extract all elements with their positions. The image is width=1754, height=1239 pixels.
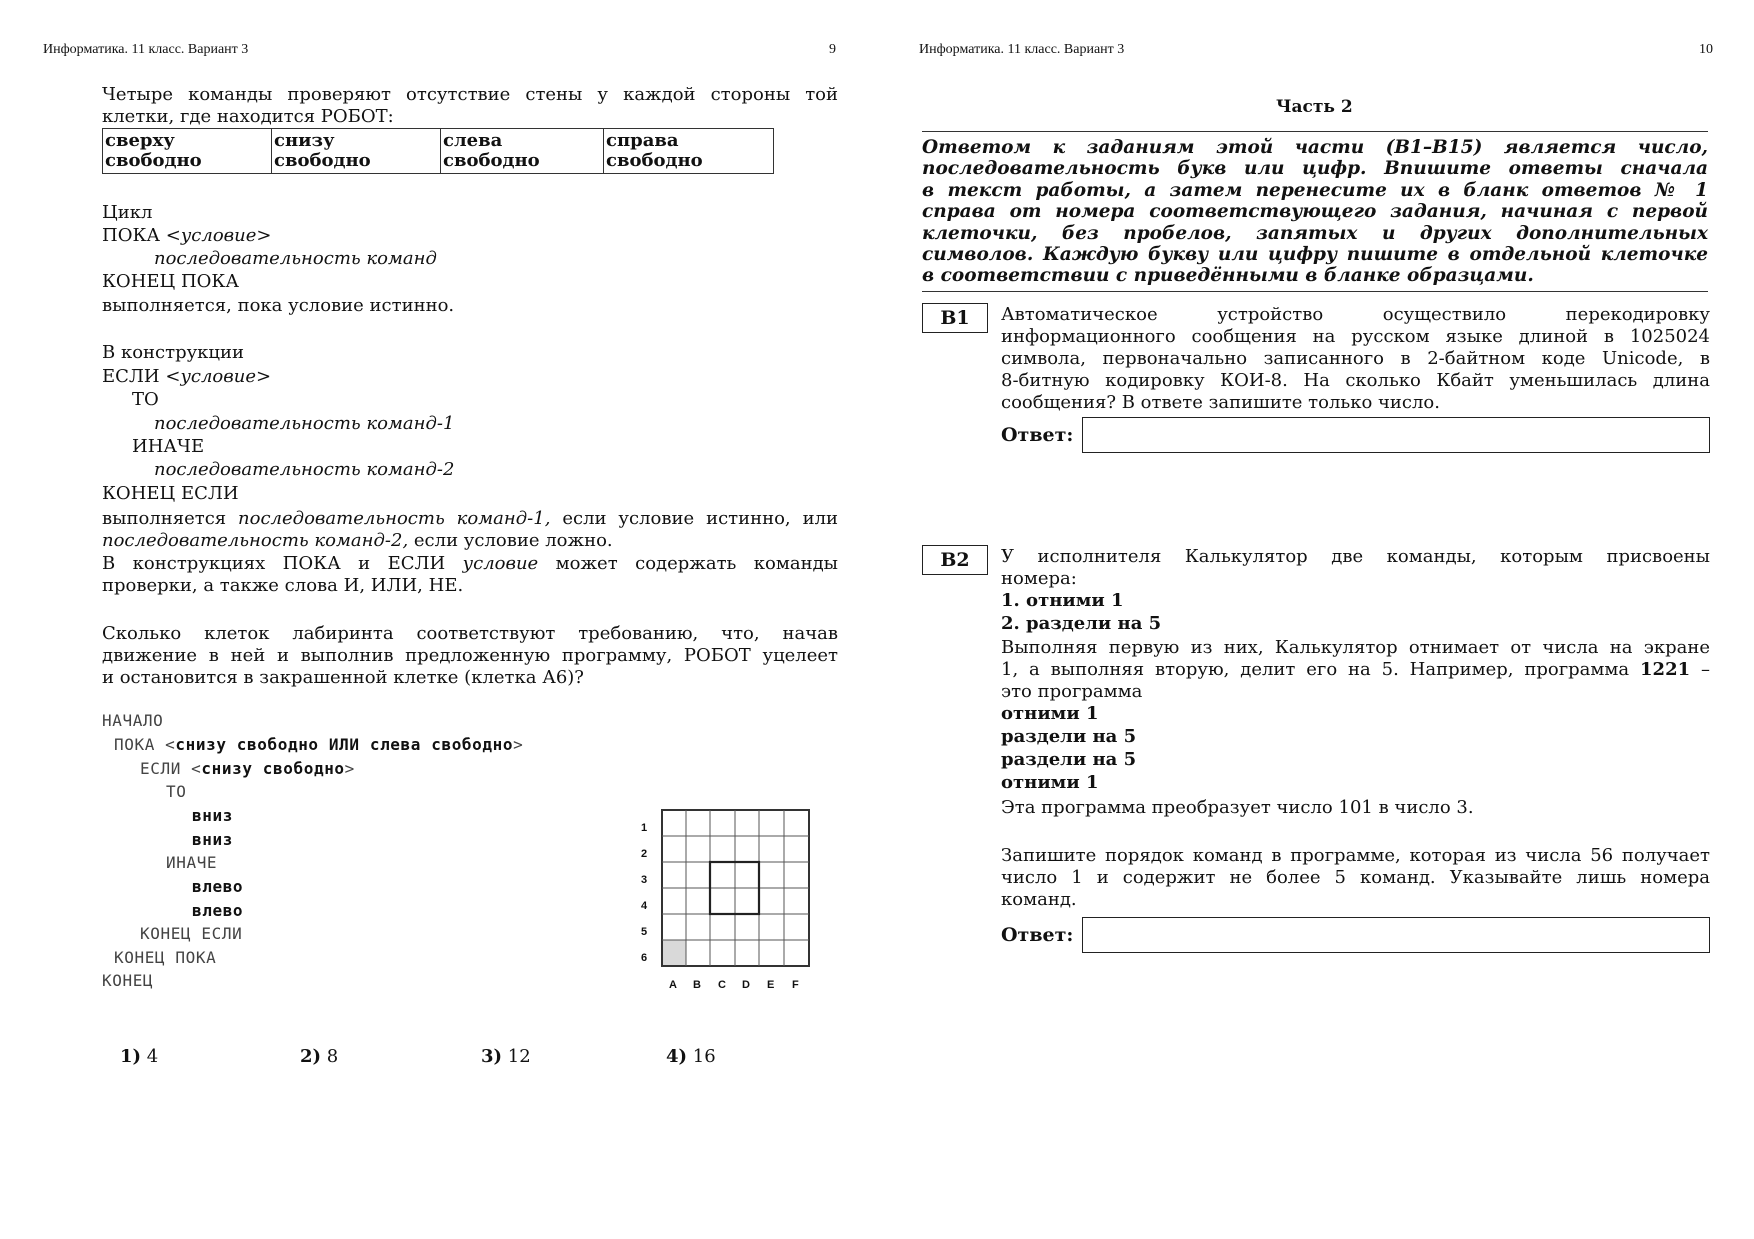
right-page-number: 10 — [1699, 42, 1713, 57]
instructions-top-rule — [922, 131, 1708, 132]
task-b2-desc-2: 1, а выполняя вторую, делит его на 5. Например, программа 1221 – — [1001, 659, 1710, 680]
loop-end: КОНЕЦ ПОКА — [102, 271, 239, 292]
program-then: ТО — [166, 782, 187, 801]
loop-title: Цикл — [102, 202, 153, 223]
condition-note-line-1: В конструкциях ПОКА и ЕСЛИ условие может содержать команды — [102, 553, 839, 574]
left-page-header: Информатика. 11 класс. Вариант 3 — [43, 42, 249, 57]
task-b2-label: B2 — [922, 545, 988, 575]
program-left-1: влево — [192, 877, 244, 896]
check-cell-bottom: снизу свободно — [272, 129, 441, 174]
task-b2-answer-label: Ответ: — [1001, 924, 1074, 946]
intro-line-1: Четыре команды проверяют отсутствие стены у каждой стороны той — [102, 84, 838, 105]
program-down-1: вниз — [192, 806, 233, 825]
task-b1-text — [1001, 304, 1710, 414]
program-down-2: вниз — [192, 830, 233, 849]
task-b2-example-2: раздели на 5 — [1001, 726, 1137, 747]
program-left-2: влево — [192, 901, 244, 920]
task-b2-result: Эта программа преобразует число 101 в число 3. — [1001, 797, 1474, 818]
task-b1-line: информационного сообщения на русском языке длиной в 1025024 — [1001, 326, 1710, 347]
task-b2-task-2: число 1 и содержит не более 5 команд. Указывайте лишь номера — [1001, 867, 1710, 888]
program-end: КОНЕЦ — [102, 971, 154, 990]
task-b2-task-3: команд. — [1001, 889, 1077, 910]
question-line-3: и остановится в закрашенной клетке (клетка А6)? — [102, 667, 584, 688]
branch-body-1: последовательность команд-1 — [154, 413, 455, 434]
maze-col-label: F — [792, 979, 799, 991]
option-1: 1) 4 — [120, 1046, 159, 1067]
instructions-bottom-rule — [922, 291, 1708, 292]
condition-note-line-2: проверки, а также слова И, ИЛИ, НЕ. — [102, 575, 464, 596]
check-commands-table — [102, 128, 774, 174]
loop-body: последовательность команд — [154, 248, 437, 269]
task-b2-desc-1: Выполняя первую из них, Калькулятор отнимает от числа на экране — [1001, 637, 1710, 658]
task-b2-line-2: номера: — [1001, 568, 1077, 589]
instructions-line: Ответом к заданиям этой части (В1–В15) является число, — [922, 137, 1708, 158]
instructions-line: символов. Каждую букву или цифру пишите в отдельной клеточке — [922, 244, 1708, 266]
instructions-line: справа от номера соответствующего задания, начиная с первой — [922, 201, 1708, 223]
maze-col-label: D — [742, 979, 750, 991]
maze-col-label: C — [718, 979, 726, 991]
task-b2-example-1: отними 1 — [1001, 703, 1099, 724]
maze-row-label: 4 — [641, 900, 648, 912]
check-cell-right: справа свободно — [604, 129, 774, 174]
task-b1-line: Автоматическое устройство осуществило перекодировку — [1001, 304, 1710, 325]
task-b1-line: сообщения? В ответе запишите только число. — [1001, 392, 1440, 413]
option-4: 4) 16 — [666, 1046, 716, 1067]
instructions-line: в текст работы, а затем перенесите их в бланк ответов № 1 — [922, 179, 1708, 201]
part-title: Часть 2 — [1276, 97, 1353, 117]
task-b1-line: символа, первоначально записанного в 2-байтном коде Unicode, в — [1001, 348, 1710, 369]
branch-end: КОНЕЦ ЕСЛИ — [102, 483, 239, 504]
branch-body-2: последовательность команд-2 — [154, 459, 455, 480]
maze-col-label: B — [693, 979, 701, 991]
task-b2-line-1: У исполнителя Калькулятор две команды, которым присвоены — [1001, 546, 1710, 567]
instructions-line: в соответствии с приведёнными в бланке образцами. — [922, 265, 1534, 287]
program-if: ЕСЛИ <снизу свободно> — [140, 759, 355, 778]
instructions-line: клеточки, без пробелов, запятых и других дополнительных — [922, 222, 1708, 244]
option-3: 3) 12 — [481, 1046, 531, 1067]
maze-row-label: 5 — [641, 926, 648, 938]
maze — [661, 809, 810, 967]
question-line-2: движение в ней и выполнив предложенную программу, РОБОТ уцелеет — [102, 645, 838, 666]
task-b2-command-1: 1. отними 1 — [1001, 590, 1124, 611]
right-page-header: Информатика. 11 класс. Вариант 3 — [919, 42, 1125, 57]
maze-row-label: 6 — [641, 952, 648, 964]
intro-line-2: клетки, где находится РОБОТ: — [102, 106, 394, 127]
program-while: ПОКА <снизу свободно ИЛИ слева свободно> — [114, 735, 524, 754]
task-b2-answer-field[interactable] — [1082, 917, 1710, 953]
task-b2-example-4: отними 1 — [1001, 772, 1099, 793]
task-b2-command-2: 2. раздели на 5 — [1001, 613, 1162, 634]
task-b1-line: 8-битную кодировку КОИ-8. На сколько Кбайт уменьшилась длина — [1001, 370, 1710, 391]
task-b2-task-1: Запишите порядок команд в программе, которая из числа 56 получает — [1001, 845, 1710, 866]
task-b1-answer-field[interactable] — [1082, 417, 1710, 453]
check-cell-top: сверху свободно — [103, 129, 272, 174]
check-cell-left: слева свободно — [441, 129, 604, 174]
loop-note: выполняется, пока условие истинно. — [102, 295, 455, 316]
task-b1-answer-label: Ответ: — [1001, 424, 1074, 446]
option-2: 2) 8 — [300, 1046, 339, 1067]
instructions-block — [922, 137, 1708, 287]
program-end-if: КОНЕЦ ЕСЛИ — [140, 924, 243, 943]
branch-else: ИНАЧЕ — [132, 436, 205, 457]
maze-col-label: E — [767, 979, 775, 991]
left-page-number: 9 — [829, 42, 836, 57]
program-begin: НАЧАЛО — [102, 711, 164, 730]
task-b1-label: B1 — [922, 303, 988, 333]
maze-col-label: A — [669, 979, 677, 991]
maze-row-label: 3 — [641, 874, 648, 886]
program-else: ИНАЧЕ — [166, 853, 218, 872]
maze-grid — [661, 809, 810, 967]
branch-if-line: ЕСЛИ <условие> — [102, 366, 272, 387]
loop-while-line: ПОКА <условие> — [102, 225, 272, 246]
maze-shaded-cell — [663, 940, 686, 965]
branch-note-line-2: последовательность команд-2, если условие ложно. — [102, 530, 613, 551]
task-b2-example-3: раздели на 5 — [1001, 749, 1137, 770]
question-line-1: Сколько клеток лабиринта соответствуют требованию, что, начав — [102, 623, 838, 644]
maze-row-label: 2 — [641, 848, 648, 860]
branch-then: ТО — [132, 389, 159, 410]
maze-row-label: 1 — [641, 822, 648, 834]
branch-note-line-1: выполняется последовательность команд-1, если условие истинно, или — [102, 508, 839, 529]
program-end-while: КОНЕЦ ПОКА — [114, 948, 217, 967]
branch-intro: В конструкции — [102, 342, 245, 363]
instructions-line: последовательность букв или цифр. Впишите ответы сначала — [922, 158, 1708, 180]
task-b2-desc-3: это программа — [1001, 681, 1143, 702]
